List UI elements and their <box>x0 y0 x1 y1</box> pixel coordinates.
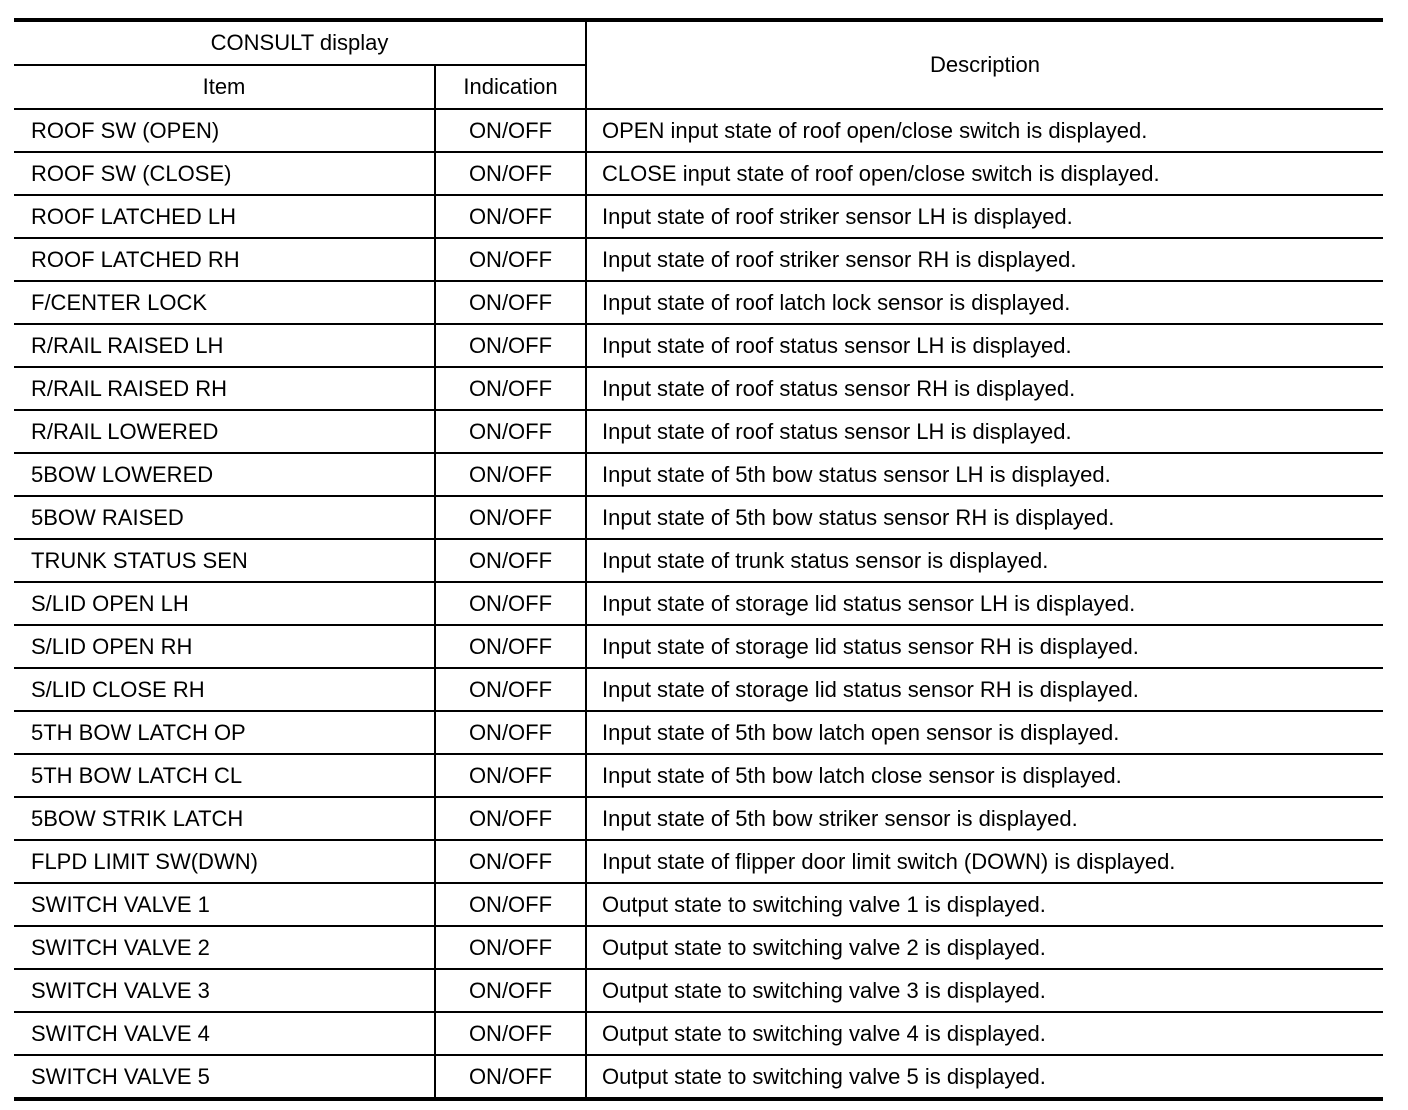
description-cell: Input state of roof striker sensor RH is displayed. <box>586 238 1383 281</box>
description-cell: Input state of storage lid status sensor RH is displayed. <box>586 625 1383 668</box>
table-row <box>14 238 1383 281</box>
item-cell: ROOF SW (CLOSE) <box>14 152 435 195</box>
indication-cell: ON/OFF <box>435 711 586 754</box>
table-row <box>14 840 1383 883</box>
table-row <box>14 1012 1383 1055</box>
description-cell: Input state of 5th bow latch open sensor is displayed. <box>586 711 1383 754</box>
table-row <box>14 367 1383 410</box>
description-cell: Input state of roof status sensor RH is displayed. <box>586 367 1383 410</box>
table-row <box>14 668 1383 711</box>
description-cell: CLOSE input state of roof open/close switch is displayed. <box>586 152 1383 195</box>
item-cell: R/RAIL RAISED RH <box>14 367 435 410</box>
table-row <box>14 926 1383 969</box>
table-row <box>14 410 1383 453</box>
indication-header: Indication <box>435 65 586 109</box>
item-cell: SWITCH VALVE 3 <box>14 969 435 1012</box>
consult-display-header: CONSULT display <box>14 20 586 65</box>
item-cell: ROOF LATCHED LH <box>14 195 435 238</box>
table-row <box>14 711 1383 754</box>
table-row <box>14 539 1383 582</box>
indication-cell: ON/OFF <box>435 625 586 668</box>
item-cell: R/RAIL LOWERED <box>14 410 435 453</box>
item-cell: R/RAIL RAISED LH <box>14 324 435 367</box>
item-cell: F/CENTER LOCK <box>14 281 435 324</box>
table-row <box>14 969 1383 1012</box>
item-header: Item <box>14 65 435 109</box>
item-cell: ROOF SW (OPEN) <box>14 109 435 152</box>
description-cell: Output state to switching valve 3 is displayed. <box>586 969 1383 1012</box>
table-row <box>14 582 1383 625</box>
table-row <box>14 453 1383 496</box>
description-cell: Output state to switching valve 4 is displayed. <box>586 1012 1383 1055</box>
description-cell: Output state to switching valve 5 is displayed. <box>586 1055 1383 1099</box>
description-cell: Output state to switching valve 2 is displayed. <box>586 926 1383 969</box>
description-cell: Input state of storage lid status sensor LH is displayed. <box>586 582 1383 625</box>
table-row <box>14 109 1383 152</box>
table-row <box>14 195 1383 238</box>
item-cell: FLPD LIMIT SW(DWN) <box>14 840 435 883</box>
item-cell: TRUNK STATUS SEN <box>14 539 435 582</box>
description-cell: Input state of 5th bow status sensor LH is displayed. <box>586 453 1383 496</box>
indication-cell: ON/OFF <box>435 238 586 281</box>
indication-cell: ON/OFF <box>435 324 586 367</box>
item-cell: SWITCH VALVE 1 <box>14 883 435 926</box>
description-cell: Input state of roof status sensor LH is displayed. <box>586 324 1383 367</box>
indication-cell: ON/OFF <box>435 152 586 195</box>
item-cell: S/LID CLOSE RH <box>14 668 435 711</box>
description-cell: Input state of 5th bow latch close sensor is displayed. <box>586 754 1383 797</box>
indication-cell: ON/OFF <box>435 668 586 711</box>
indication-cell: ON/OFF <box>435 926 586 969</box>
indication-cell: ON/OFF <box>435 840 586 883</box>
description-header: Description <box>586 20 1383 109</box>
consult-display-table <box>14 18 1383 1101</box>
indication-cell: ON/OFF <box>435 969 586 1012</box>
description-cell: Input state of roof latch lock sensor is displayed. <box>586 281 1383 324</box>
item-cell: 5BOW STRIK LATCH <box>14 797 435 840</box>
item-cell: 5TH BOW LATCH CL <box>14 754 435 797</box>
indication-cell: ON/OFF <box>435 1012 586 1055</box>
description-cell: Input state of 5th bow striker sensor is displayed. <box>586 797 1383 840</box>
table-row <box>14 625 1383 668</box>
description-cell: Input state of trunk status sensor is displayed. <box>586 539 1383 582</box>
table-row <box>14 883 1383 926</box>
description-cell: Output state to switching valve 1 is displayed. <box>586 883 1383 926</box>
description-cell: Input state of 5th bow status sensor RH is displayed. <box>586 496 1383 539</box>
table-row <box>14 754 1383 797</box>
indication-cell: ON/OFF <box>435 754 586 797</box>
item-cell: SWITCH VALVE 5 <box>14 1055 435 1099</box>
indication-cell: ON/OFF <box>435 109 586 152</box>
indication-cell: ON/OFF <box>435 883 586 926</box>
table-row <box>14 281 1383 324</box>
item-cell: 5BOW LOWERED <box>14 453 435 496</box>
description-cell: Input state of roof status sensor LH is displayed. <box>586 410 1383 453</box>
table-row <box>14 324 1383 367</box>
indication-cell: ON/OFF <box>435 1055 586 1099</box>
item-cell: 5TH BOW LATCH OP <box>14 711 435 754</box>
table-row <box>14 496 1383 539</box>
table-row <box>14 797 1383 840</box>
indication-cell: ON/OFF <box>435 367 586 410</box>
table-row <box>14 1055 1383 1099</box>
item-cell: ROOF LATCHED RH <box>14 238 435 281</box>
indication-cell: ON/OFF <box>435 195 586 238</box>
table-body <box>14 109 1383 1099</box>
indication-cell: ON/OFF <box>435 496 586 539</box>
description-cell: Input state of flipper door limit switch (DOWN) is displayed. <box>586 840 1383 883</box>
description-cell: Input state of storage lid status sensor RH is displayed. <box>586 668 1383 711</box>
indication-cell: ON/OFF <box>435 539 586 582</box>
indication-cell: ON/OFF <box>435 453 586 496</box>
description-cell: Input state of roof striker sensor LH is displayed. <box>586 195 1383 238</box>
description-cell: OPEN input state of roof open/close switch is displayed. <box>586 109 1383 152</box>
table-row <box>14 152 1383 195</box>
indication-cell: ON/OFF <box>435 797 586 840</box>
indication-cell: ON/OFF <box>435 281 586 324</box>
item-cell: S/LID OPEN LH <box>14 582 435 625</box>
item-cell: SWITCH VALVE 2 <box>14 926 435 969</box>
indication-cell: ON/OFF <box>435 582 586 625</box>
indication-cell: ON/OFF <box>435 410 586 453</box>
item-cell: S/LID OPEN RH <box>14 625 435 668</box>
item-cell: SWITCH VALVE 4 <box>14 1012 435 1055</box>
item-cell: 5BOW RAISED <box>14 496 435 539</box>
